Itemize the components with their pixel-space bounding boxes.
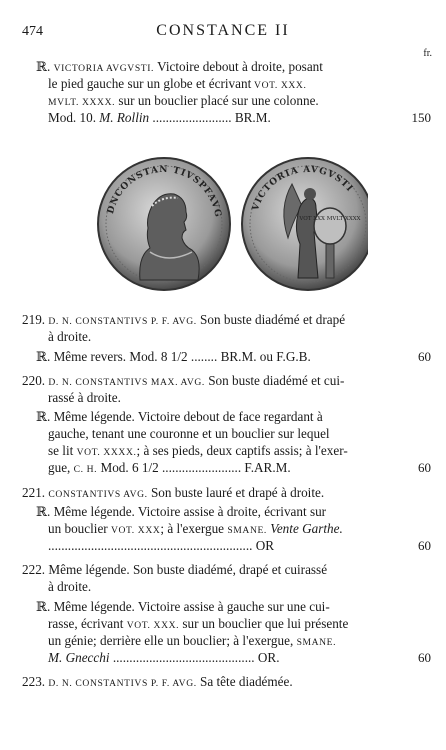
entry-top-line-1: ℝ. VICTORIA AVGVSTI. Victoire debout à droite, posant [36, 59, 323, 74]
entry-223-line-1: 223. D. N. CONSTANTIVS P. F. AVG. Sa tête diadémée. [22, 674, 293, 689]
entry-top-line-3: MVLT. XXXX. sur un bouclier placé sur une colonne. [48, 93, 319, 108]
entry-220-reverse-line-4: gue, C. H. Mod. 6 1/2 ........................ F.AR.M. [48, 460, 291, 475]
entry-221-reverse-line-3: .............................................................. OR [48, 538, 275, 553]
entry-219-line-1: 219. D. N. CONSTANTIVS P. F. AVG. Son buste diadémé et drapé [22, 312, 346, 327]
entry-top-line-4: Mod. 10. M. Rollin ........................ BR.M. [48, 110, 271, 125]
entry-222-line-2: à droite. [48, 579, 92, 594]
entry-219-reverse-line: ℝ. Même revers. Mod. 8 1/2 ........ BR.M. ou F.G.B. [36, 349, 311, 364]
entry-222-reverse-line-4: M. Gnecchi ........................................... OR. [48, 650, 280, 665]
entry-221-reverse-line-1: ℝ. Même légende. Victoire assise à droite, écrivant sur [36, 504, 327, 519]
price: 60 [418, 349, 431, 364]
page-number: 474 [22, 24, 43, 39]
coin-illustration [88, 148, 368, 298]
coin-plate [88, 148, 368, 298]
price: 150 [411, 110, 431, 125]
running-title: CONSTANCE II [156, 22, 290, 39]
entry-222-line-1: 222. Même légende. Son buste diadémé, drapé et cuirassé [22, 562, 328, 577]
entry-221-line-1: 221. CONSTANTIVS AVG. Son buste lauré et drapé à droite. [22, 485, 325, 500]
coin-obverse [98, 158, 230, 290]
entry-220-reverse-line-2: gauche, tenant une couronne et un bouclier sur lequel [48, 426, 330, 441]
coin-reverse [242, 158, 368, 290]
entry-top-line-2: le pied gauche sur un globe et écrivant VOT. XXX. [48, 76, 307, 91]
entry-222-reverse-line-2: rasse, écrivant VOT. XXX. sur un bouclier que lui présente [48, 616, 349, 631]
entry-222-reverse-line-3: un génie; derrière elle un bouclier; à l'exergue, SMANE. [48, 633, 337, 648]
entry-221-reverse-line-2: un bouclier VOT. XXX; à l'exergue SMANE. Vente Garthe. [48, 521, 343, 536]
obverse-legend: DNCONSTAN TIVSPFAVG [105, 164, 223, 219]
entry-220-line-2: rassé à droite. [48, 390, 121, 405]
entry-220-line-1: 220. D. N. CONSTANTIVS MAX. AVG. Son buste diadémé et cui- [22, 373, 345, 388]
entry-220-reverse-line-1: ℝ. Même légende. Victoire debout de face regardant à [36, 409, 323, 424]
price: 60 [418, 538, 431, 553]
entry-222-reverse-line-1: ℝ. Même légende. Victoire assise à gauche sur une cui- [36, 599, 330, 614]
shield-inscription: VOT XXX MVLT XXXX [299, 216, 361, 222]
reverse-legend: VICTORIA AVGVSTI [250, 164, 355, 213]
entry-219-line-2: à droite. [48, 329, 92, 344]
margin-note: fr. [423, 48, 432, 59]
price: 60 [418, 460, 431, 475]
price: 60 [418, 650, 431, 665]
entry-220-reverse-line-3: se lit VOT. XXXX.; à ses pieds, deux captifs assis; à l'exer- [48, 443, 348, 458]
page-header [0, 22, 446, 42]
